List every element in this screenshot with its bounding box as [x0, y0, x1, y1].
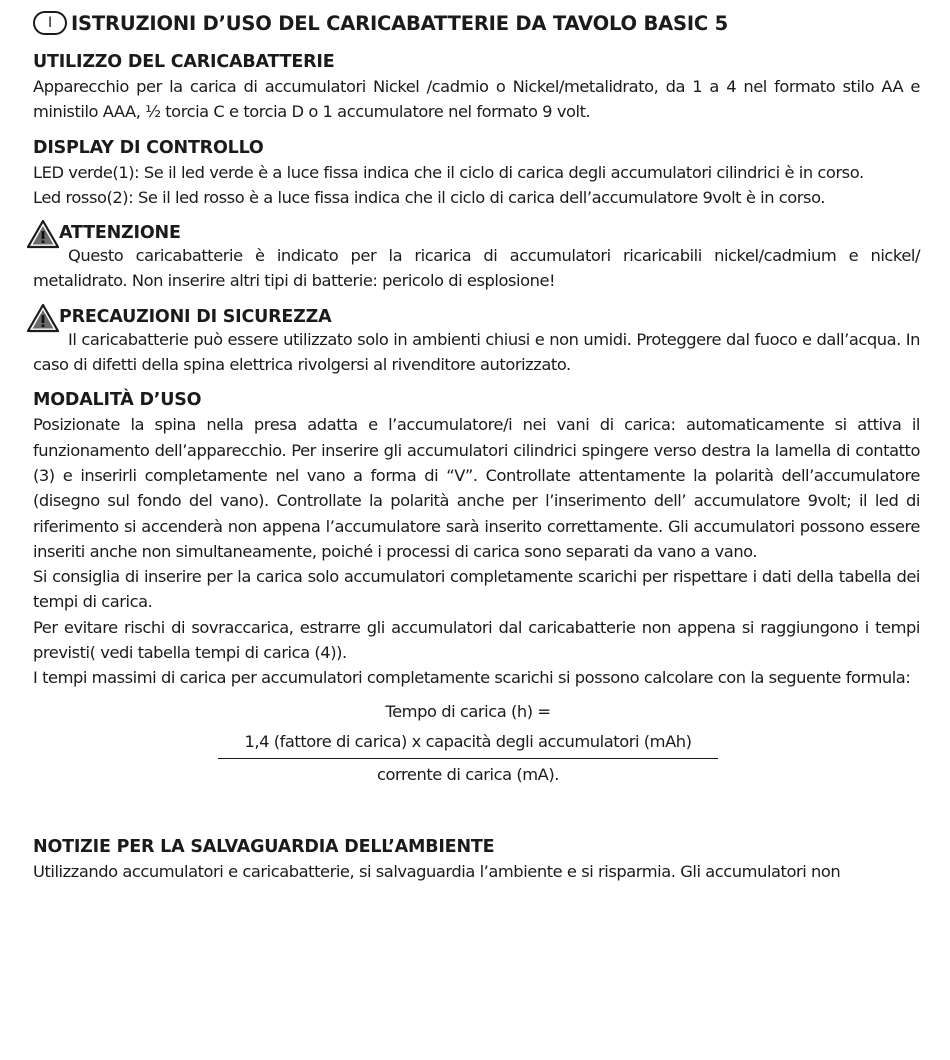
- section-heading: UTILIZZO DEL CARICABATTERIE: [33, 52, 335, 72]
- language-badge: I: [33, 11, 67, 35]
- safety-body: Il caricabatterie può essere utilizzato solo in ambienti chiusi e non umidi. Proteggere dal fuoco e dall’acqua. In caso di difetti della spina elettrica rivolgersi al rivenditore autorizzato.: [33, 329, 920, 375]
- section-utilizzo: [33, 50, 920, 125]
- section-display: [33, 136, 920, 211]
- section-heading: DISPLAY DI CONTROLLO: [33, 137, 264, 158]
- formula-numerator: 1,4 (fattore di carica) x capacità degli accumulatori (mAh): [218, 727, 718, 759]
- section-body: Utilizzando accumulatori e caricabatterie, si salvaguardia l’ambiente e si risparmia. Gli accumulatori non: [33, 861, 841, 881]
- led-red-text: Led rosso(2): Se il led rosso è a luce fissa indica che il ciclo di carica dell’accumulatore 9volt è in corso.: [33, 187, 826, 207]
- usage-paragraph: Posizionate la spina nella presa adatta e l’accumulatore/i nei vani di carica: automaticamente si attiva il funzionamento dell’apparecchio. Per inserire gli accumulatori cilindrici spingere verso destra la lamella di contatto (3) e inserirli completamente nel vano a forma di “V”. Controllate attentamente la polarità dell’accumulatore (disegno sul fondo del vano). Controllate la polarità anche per l’inserimento dell’ accumulatore 9volt; il led di riferimento si accenderà non appena l’accumulatore sarà inserito correttamente. Gli accumulatori possono essere inseriti anche non simultaneamente, poiché i processi di carica sono separati da vano a vano.: [33, 415, 920, 561]
- document-title-text: ISTRUZIONI D’USO DEL CARICABATTERIE DA TAVOLO BASIC 5: [71, 11, 728, 35]
- section-precauzioni: [33, 303, 920, 378]
- warning-title: PRECAUZIONI DI SICUREZZA: [59, 306, 332, 327]
- charge-time-formula: [218, 696, 718, 790]
- section-attenzione: [33, 219, 920, 294]
- usage-paragraph: I tempi massimi di carica per accumulatori completamente scarichi si possono calcolare con la seguente formula:: [33, 668, 911, 688]
- warning-triangle-icon: [26, 303, 60, 333]
- section-body: Apparecchio per la carica di accumulatori Nickel /cadmio o Nickel/metalidrato, da 1 a 4 nel formato stilo AA e ministilo AAA, ½ torcia C e torcia D o 1 accumulatore nel formato 9 volt.: [33, 77, 920, 122]
- section-heading: NOTIZIE PER LA SALVAGUARDIA DELL’AMBIENTE: [33, 836, 495, 857]
- formula-lhs: Tempo di carica (h) =: [385, 701, 551, 721]
- formula-denominator: corrente di carica (mA).: [377, 764, 559, 784]
- spacer: [33, 801, 920, 835]
- section-heading: MODALITÀ D’USO: [33, 390, 202, 411]
- led-green-text: LED verde(1): Se il led verde è a luce fissa indica che il ciclo di carica degli accumulatori cilindrici è in corso.: [33, 162, 864, 182]
- section-modalita: [33, 388, 920, 789]
- usage-paragraph: Si consiglia di inserire per la carica solo accumulatori completamente scarichi per rispettare i dati della tabella dei tempi di carica.: [33, 567, 920, 612]
- warning-body: Questo caricabatterie è indicato per la ricarica di accumulatori ricaricabili nickel/cadmium e nickel/ metalidrato. Non inserire altri tipi di batterie: pericolo di esplosione!: [33, 246, 920, 291]
- warning-triangle-icon: [26, 219, 60, 249]
- warning-title: ATTENZIONE: [59, 223, 181, 244]
- section-ambiente: [33, 835, 920, 884]
- usage-paragraph: Per evitare rischi di sovraccarica, estrarre gli accumulatori dal caricabatterie non appena si raggiungono i tempi previsti( vedi tabella tempi di carica (4)).: [33, 617, 920, 663]
- document-title: [33, 8, 920, 38]
